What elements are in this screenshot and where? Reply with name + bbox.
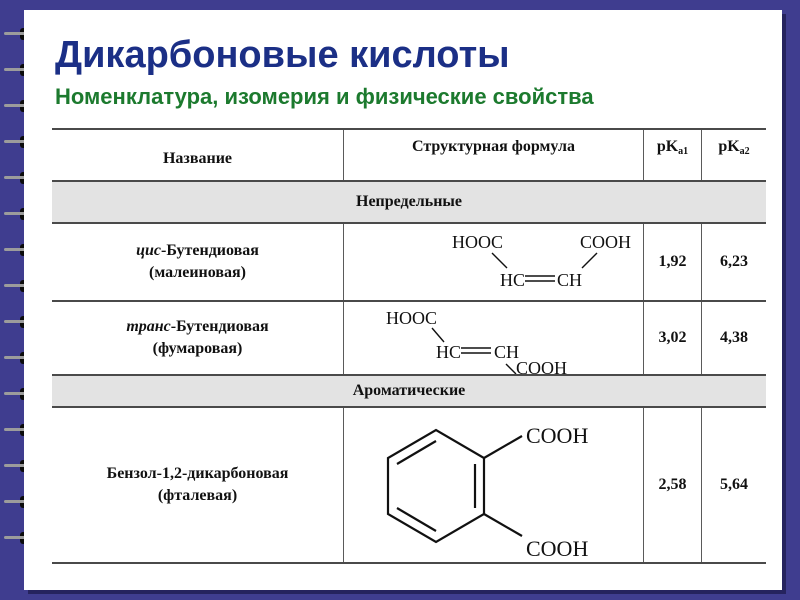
formula-label: COOH: [526, 536, 589, 561]
acid-name-main: -Бутендиовая: [161, 242, 259, 259]
formula-label: HOOC: [452, 232, 504, 252]
header-pka1-sub: a1: [678, 145, 689, 157]
maleic-acid-structure: [344, 224, 643, 300]
bond-line: [506, 364, 516, 374]
table-row-phthalic: [52, 408, 766, 562]
pka1-value: 2,58: [658, 476, 687, 493]
acid-trivial-name: (малеиновая): [149, 264, 246, 281]
header-formula: [344, 130, 644, 180]
header-pka1-text: [657, 138, 688, 157]
header-pka2-sub: a2: [739, 145, 750, 157]
formula-label: HOOC: [386, 308, 438, 328]
bond-line: [492, 253, 507, 268]
acids-table: [52, 128, 766, 564]
pka2-cell: [702, 224, 766, 300]
header-formula-text: Структурная формула: [412, 138, 575, 155]
acid-trivial-name: (фумаровая): [152, 340, 243, 357]
phthalic-acid-structure: [344, 408, 643, 562]
acid-name: [107, 463, 289, 507]
formula-label: CH: [494, 342, 520, 362]
formula-label: COOH: [516, 358, 568, 374]
pka1-value: 3,02: [658, 329, 687, 346]
formula-cell: [344, 408, 644, 562]
header-pka2-text: [718, 138, 749, 157]
pka2-cell: [702, 302, 766, 374]
pka2-value: 4,38: [720, 329, 748, 346]
header-pka2-base: pK: [718, 137, 740, 155]
section-row-unsaturated: [52, 182, 766, 222]
acid-name: [136, 240, 259, 284]
header-name: [52, 130, 344, 180]
benzene-ring: [388, 430, 484, 542]
pka2-value: 5,64: [720, 476, 748, 493]
bond-line: [582, 253, 597, 268]
formula-label: COOH: [526, 423, 589, 448]
fumaric-acid-structure: [344, 302, 643, 374]
header-pka1: [644, 130, 702, 180]
formula-cell: [344, 224, 644, 300]
header-name-text: Название: [162, 150, 233, 167]
pka2-cell: [702, 408, 766, 562]
section-row-aromatic: [52, 376, 766, 406]
bond-line: [484, 514, 522, 536]
section-title: Ароматические: [352, 382, 466, 399]
formula-label: HC: [436, 342, 462, 362]
acid-name-cell: [52, 224, 344, 300]
acid-name-cell: [52, 408, 344, 562]
table-header-row: [52, 130, 766, 180]
formula-cell: [344, 302, 644, 374]
aromatic-inner-bond: [397, 508, 436, 531]
pka1-value: 1,92: [658, 253, 687, 270]
acid-name-main: -Бутендиовая: [170, 318, 269, 335]
table-row-maleic: [52, 224, 766, 300]
table-row-fumaric: [52, 302, 766, 374]
section-title: Непредельные: [356, 193, 462, 210]
pka1-cell: [644, 302, 702, 374]
formula-label: CH: [557, 270, 583, 290]
formula-label: COOH: [580, 232, 632, 252]
header-pka2: [702, 130, 766, 180]
header-pka1-base: pK: [656, 137, 679, 155]
slide-title: Дикарбоновые кислоты: [55, 34, 510, 76]
acid-name-cell: [52, 302, 344, 374]
acid-trivial-name: (фталевая): [157, 487, 238, 504]
bond-line: [484, 436, 522, 458]
isomer-prefix: транс: [126, 318, 171, 335]
pka1-cell: [644, 224, 702, 300]
table-bottom-rule: [52, 562, 766, 564]
pka1-cell: [644, 408, 702, 562]
pka2-value: 6,23: [720, 253, 748, 270]
isomer-prefix: цис: [136, 242, 161, 259]
aromatic-inner-bond: [397, 441, 436, 464]
acid-name: [126, 316, 268, 360]
acid-name-main: Бензол-1,2-дикарбоновая: [106, 465, 289, 482]
slide-subtitle: Номенклатура, изомерия и физические свойства: [55, 84, 594, 109]
bond-line: [432, 328, 444, 342]
formula-label: HC: [500, 270, 526, 290]
